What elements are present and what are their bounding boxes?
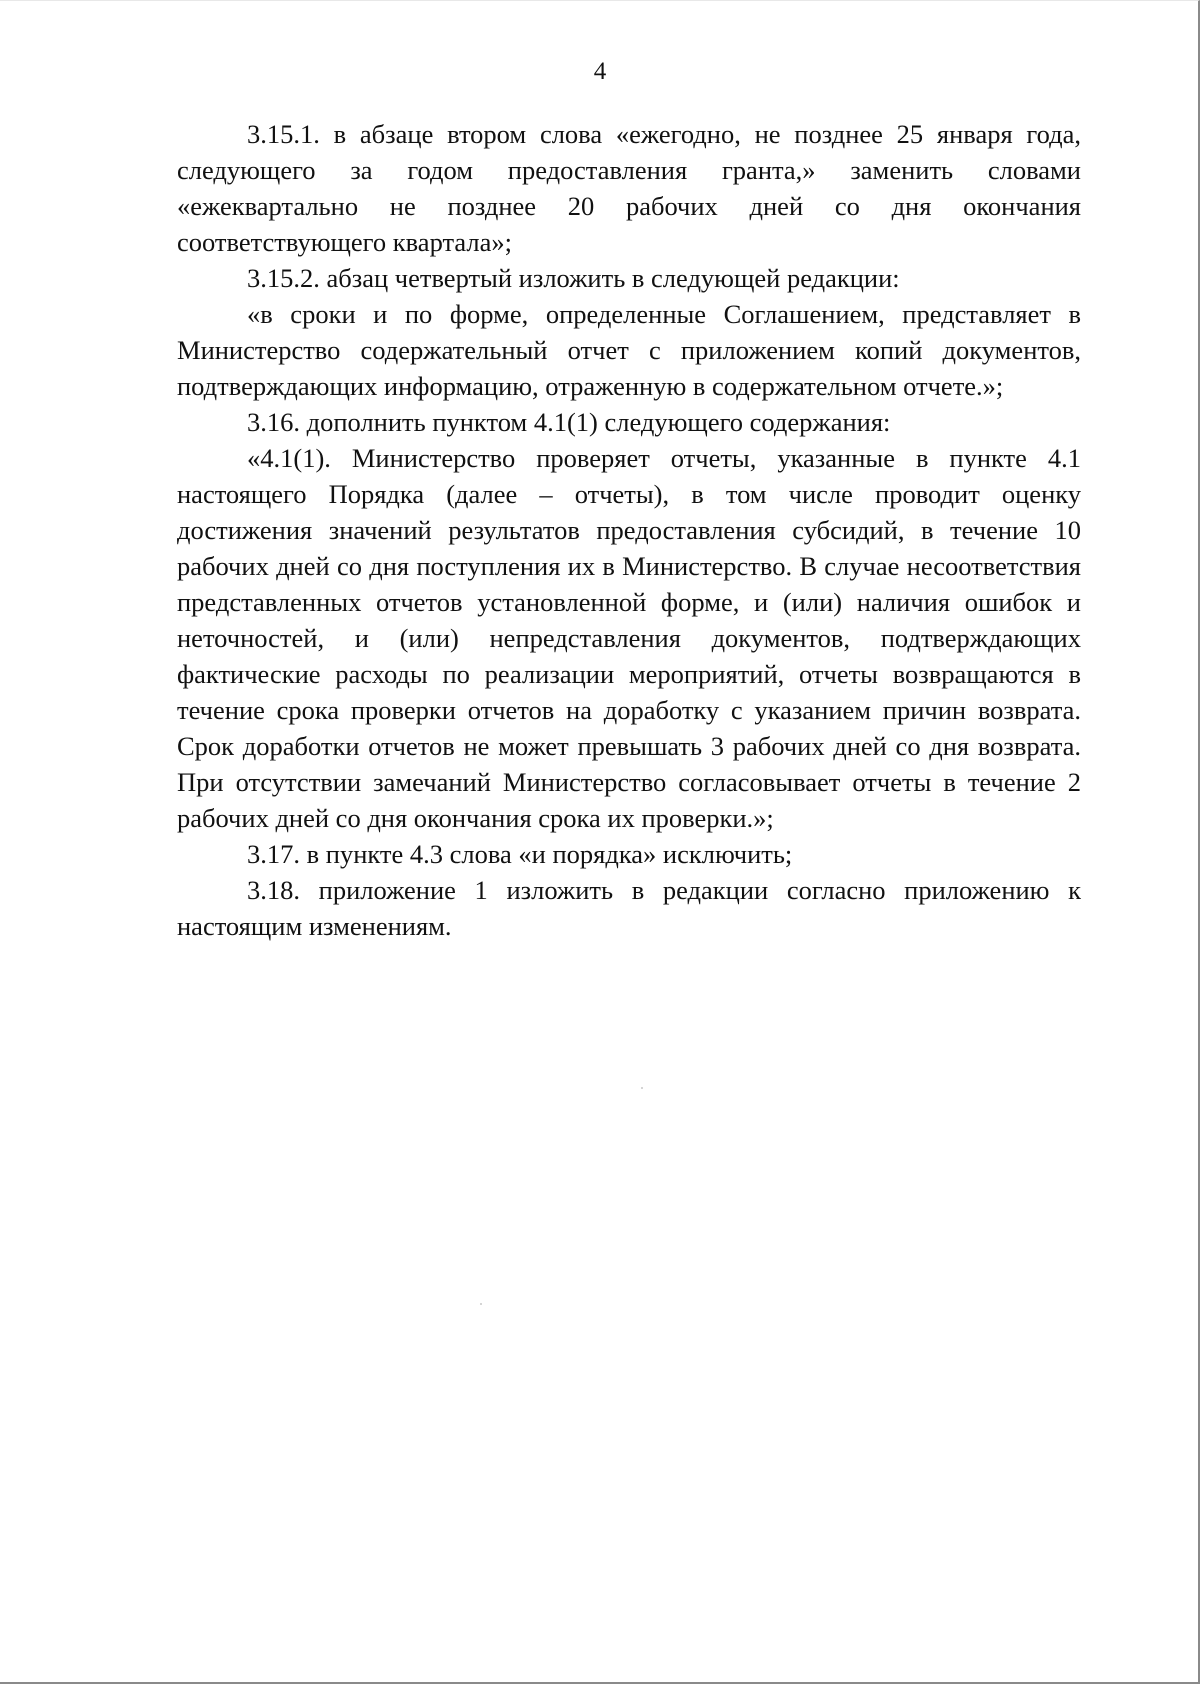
paragraph-quoted-report: «в сроки и по форме, определенные Соглашением, представляет в Министерство содержательный отчет с приложением копий документов, подтверждающих информацию, отраженную в содержательном отчете.»; bbox=[177, 299, 1081, 401]
paragraph-3-18: 3.18. приложение 1 изложить в редакции согласно приложению к настоящим изменениям. bbox=[177, 875, 1081, 941]
paragraph-3-16: 3.16. дополнить пунктом 4.1(1) следующего содержания: bbox=[247, 407, 891, 437]
scan-speck bbox=[641, 1087, 643, 1089]
paragraph-3-17: 3.17. в пункте 4.3 слова «и порядка» исключить; bbox=[247, 839, 793, 869]
page-number: 4 bbox=[593, 58, 607, 85]
paragraph-4-1-1: «4.1(1). Министерство проверяет отчеты, указанные в пункте 4.1 настоящего Порядка (далее – отчеты), в том числе проводит оценку достижения значений результатов предоставления субсидий, в течение 10 рабочих дней со дня поступления их в Министерство. В случае несоответствия представленных отчетов установленной форме, и (или) наличия ошибок и неточностей, и (или) непредставления документов, подтверждающих фактические расходы по реализации мероприятий, отчеты возвращаются в течение срока проверки отчетов на доработку с указанием причин возврата. Срок доработки отчетов не может превышать 3 рабочих дней со дня возврата. При отсутствии замечаний Министерство согласовывает отчеты в течение 2 рабочих дней со дня окончания срока их проверки.»; bbox=[177, 443, 1081, 833]
scan-speck bbox=[480, 1303, 482, 1305]
paragraph-3-15-1: 3.15.1. в абзаце втором слова «ежегодно, не позднее 25 января года, следующего за годом предоставления гранта,» заменить словами «ежеквартально не позднее 20 рабочих дней со дня окончания соответствующего квартала»; bbox=[177, 119, 1081, 257]
document-body bbox=[177, 116, 1081, 944]
paragraph-3-15-2: 3.15.2. абзац четвертый изложить в следующей редакции: bbox=[247, 263, 900, 293]
